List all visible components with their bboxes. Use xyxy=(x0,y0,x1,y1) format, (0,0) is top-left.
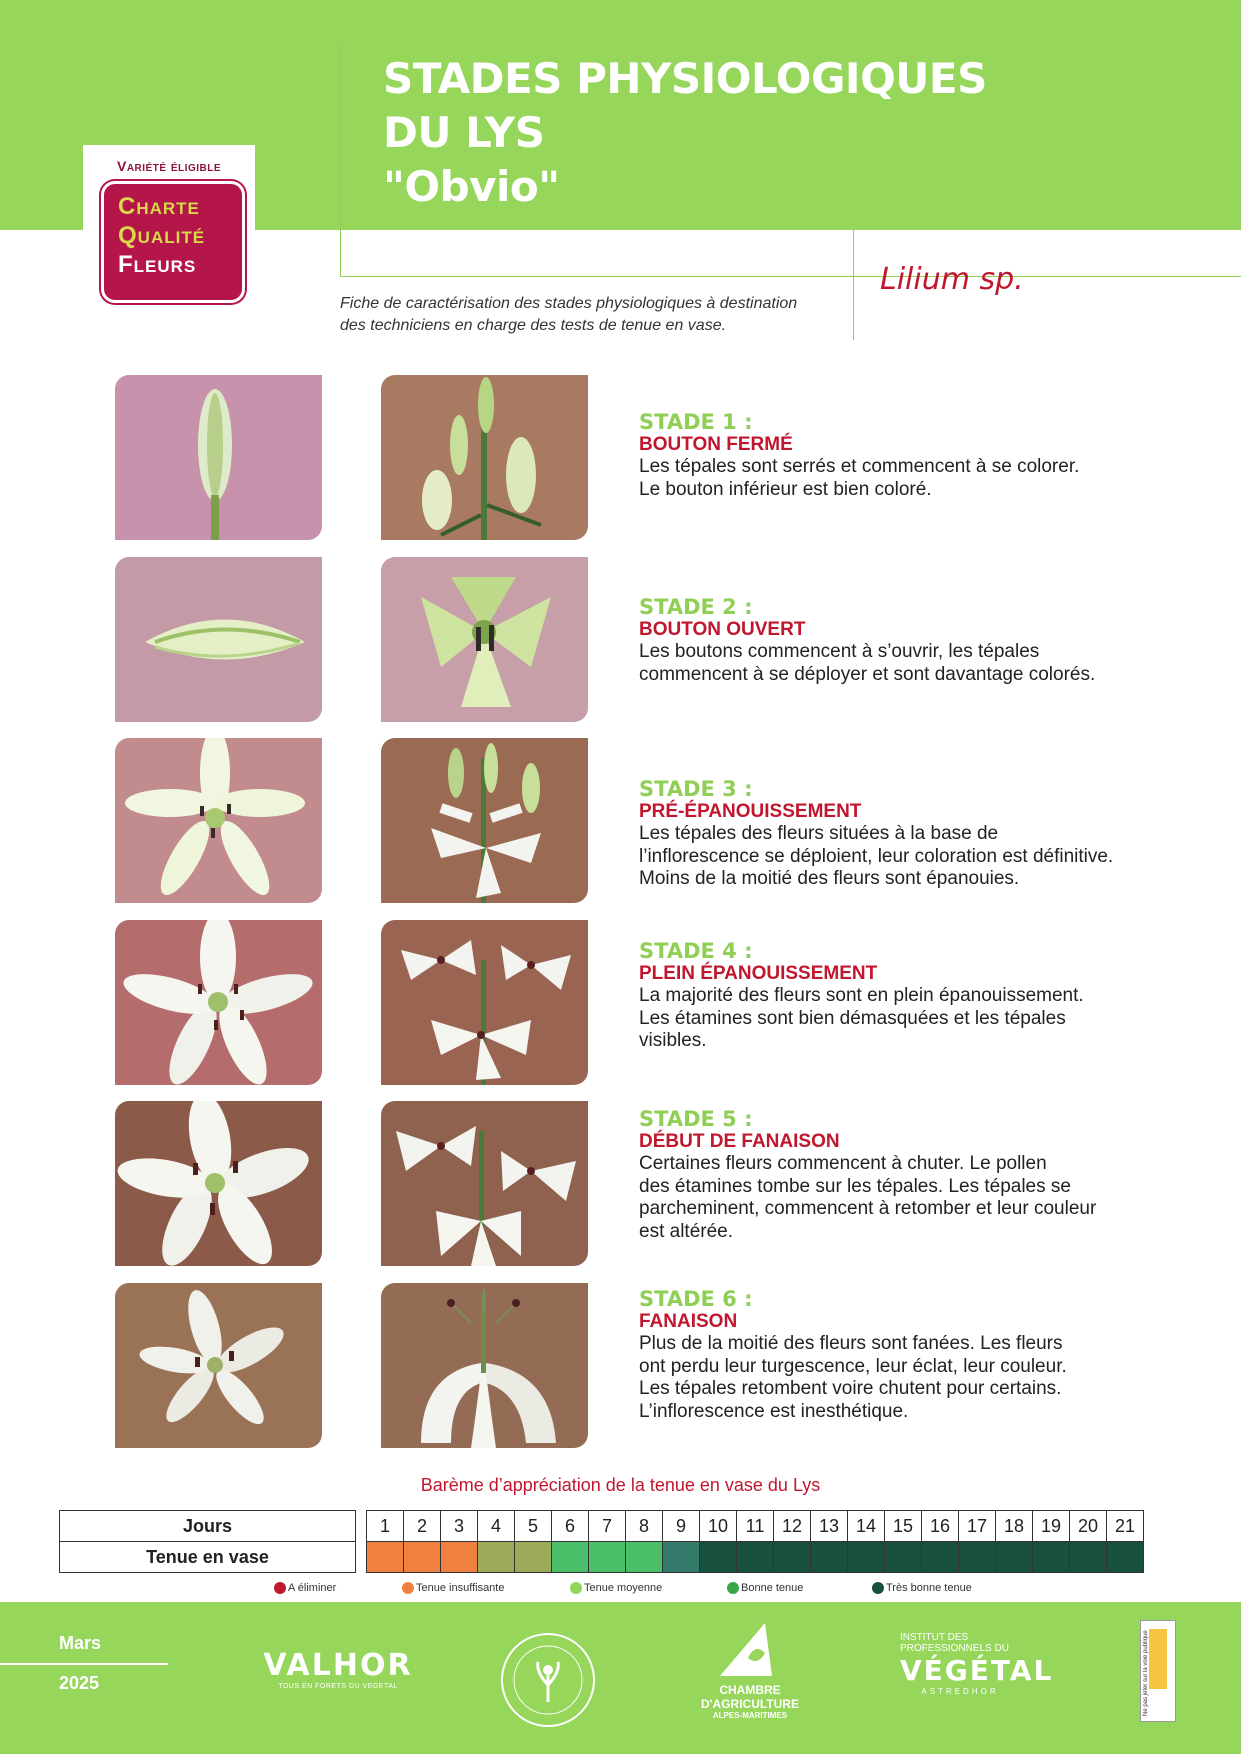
vegetal-top-line-1: INSTITUT DES xyxy=(900,1632,969,1643)
rating-cell xyxy=(552,1542,589,1573)
footer-band xyxy=(0,1602,1241,1754)
badge-eligible-label: Variété éligible xyxy=(116,158,221,174)
chambre-line-1: CHAMBRE xyxy=(719,1683,781,1697)
day-cell: 17 xyxy=(959,1511,996,1542)
rating-cell xyxy=(848,1542,885,1573)
day-cell: 13 xyxy=(811,1511,848,1542)
vase-life-scale-table xyxy=(59,1510,1144,1573)
rating-cell xyxy=(811,1542,848,1573)
species-divider xyxy=(853,230,854,340)
day-cell: 1 xyxy=(367,1511,404,1542)
scale-title: Barème d’appréciation de la tenue en vase du Lys xyxy=(420,1475,821,1495)
stage-6-text: Plus de la moitié des fleurs sont fanées. Les fleurs ont perdu leur turgescence, leur éclat, leur couleur. Les tépales retombent voire chutent pour certains. L’inflorescence est inesthétique. xyxy=(639,1333,1067,1422)
stage-3 xyxy=(639,777,1199,891)
stage-5-photo-stem xyxy=(381,1101,588,1266)
stage-1-text: Les tépales sont serrés et commencent à se colorer. Le bouton inférieur est bien coloré. xyxy=(639,456,1080,500)
title-line-2: DU LYS xyxy=(383,108,545,157)
stage-6-photo-stem xyxy=(381,1283,588,1448)
quality-badge xyxy=(83,145,255,305)
rating-cell xyxy=(663,1542,700,1573)
day-cell: 21 xyxy=(1107,1511,1144,1542)
stage-1-photo-bud xyxy=(115,375,322,540)
excellence-seal-icon xyxy=(498,1630,598,1730)
species-name: Lilium sp. xyxy=(880,262,1024,297)
legend-label: Très bonne tenue xyxy=(886,1582,972,1594)
footer-divider xyxy=(0,1663,168,1665)
stage-6-number: STADE 6 : xyxy=(639,1287,753,1311)
legend-label: Bonne tenue xyxy=(741,1582,804,1594)
stage-2 xyxy=(639,595,1199,686)
day-cell: 4 xyxy=(478,1511,515,1542)
recycle-info xyxy=(1140,1620,1176,1722)
stage-5-photo-flower xyxy=(115,1101,322,1266)
legend-dot-icon xyxy=(727,1582,739,1594)
stage-2-number: STADE 2 : xyxy=(639,595,753,619)
stage-4-name: PLEIN ÉPANOUISSEMENT xyxy=(639,963,878,984)
rating-cell xyxy=(959,1542,996,1573)
rating-cell xyxy=(515,1542,552,1573)
day-cell: 12 xyxy=(774,1511,811,1542)
day-cell: 16 xyxy=(922,1511,959,1542)
rating-cell xyxy=(589,1542,626,1573)
rating-cell xyxy=(1033,1542,1070,1573)
stage-6-photo-flower xyxy=(115,1283,322,1448)
stage-6-name: FANAISON xyxy=(639,1311,738,1332)
chambre-subtitle: ALPES-MARITIMES xyxy=(712,1711,788,1720)
day-cell: 15 xyxy=(885,1511,922,1542)
stage-3-photo-stem xyxy=(381,738,588,903)
day-cell: 7 xyxy=(589,1511,626,1542)
day-cell: 18 xyxy=(996,1511,1033,1542)
legend-item-insufficient xyxy=(402,1580,504,1596)
day-cell: 8 xyxy=(626,1511,663,1542)
vegetal-main: VÉGÉTAL xyxy=(900,1654,1054,1687)
stage-2-text: Les boutons commencent à s’ouvrir, les tépales commencent à se déployer et sont davantage colorés. xyxy=(639,641,1096,685)
day-cell: 10 xyxy=(700,1511,737,1542)
rating-cell xyxy=(996,1542,1033,1573)
legend-dot-icon xyxy=(402,1582,414,1594)
stage-1-number: STADE 1 : xyxy=(639,410,753,434)
stage-1-name: BOUTON FERMÉ xyxy=(639,434,793,455)
legend-dot-icon xyxy=(872,1582,884,1594)
rating-cell xyxy=(478,1542,515,1573)
stage-3-photo-flower xyxy=(115,738,322,903)
day-cell: 5 xyxy=(515,1511,552,1542)
rating-cell xyxy=(1107,1542,1144,1573)
stage-5-text: Certaines fleurs commencent à chuter. Le pollen des étamines tombe sur les tépales. Les tépales se parcheminent, commencent à retomber et leur couleur est altérée. xyxy=(639,1153,1097,1242)
valhor-logo-subtitle: TOUS EN FORETS DU VEGETAL xyxy=(278,1683,398,1690)
legend-label: Tenue insuffisante xyxy=(416,1582,505,1594)
stage-4-text: La majorité des fleurs sont en plein épanouissement. Les étamines sont bien démasquées et les tépales visibles. xyxy=(639,985,1084,1051)
rating-cell xyxy=(404,1542,441,1573)
legend-label: Tenue moyenne xyxy=(584,1582,663,1594)
charte-qualite-fleurs-logo xyxy=(101,181,245,303)
stage-6 xyxy=(639,1287,1199,1423)
stage-4 xyxy=(639,939,1199,1053)
scale-legend xyxy=(0,1580,1241,1600)
days-row-label: Jours xyxy=(60,1511,356,1542)
stage-1-photo-stem xyxy=(381,375,588,540)
legend-item-eliminate xyxy=(274,1580,336,1596)
badge-line-1: Charte xyxy=(118,193,200,220)
day-cell: 3 xyxy=(441,1511,478,1542)
legend-item-good xyxy=(727,1580,803,1596)
legend-item-very-good xyxy=(872,1580,972,1596)
legend-label: A éliminer xyxy=(288,1582,337,1594)
excellence-label xyxy=(498,1672,598,1673)
chambre-line-2: D'AGRICULTURE xyxy=(701,1697,799,1711)
institut-vegetal-logo xyxy=(900,1632,1054,1696)
rating-cell xyxy=(367,1542,404,1573)
chambre-agriculture-logo xyxy=(690,1618,810,1720)
rating-cell xyxy=(737,1542,774,1573)
stage-3-name: PRÉ-ÉPANOUISSEMENT xyxy=(639,801,862,822)
stage-3-number: STADE 3 : xyxy=(639,777,753,801)
day-cell: 14 xyxy=(848,1511,885,1542)
day-cell: 2 xyxy=(404,1511,441,1542)
rating-cell xyxy=(700,1542,737,1573)
rating-cell xyxy=(1070,1542,1107,1573)
vegetal-subtitle: ASTREDHOR xyxy=(921,1687,999,1696)
vegetal-top-line-2: PROFESSIONNELS DU xyxy=(900,1643,1009,1654)
description: Fiche de caractérisation des stades physiologiques à destination des techniciens en charge des tests de tenue en vase. xyxy=(340,295,798,334)
excellence-vegetale-logo xyxy=(498,1630,598,1730)
stage-2-name: BOUTON OUVERT xyxy=(639,619,806,640)
legend-dot-icon xyxy=(274,1582,286,1594)
stage-1 xyxy=(639,410,1199,501)
chambre-agriculture-icon xyxy=(710,1618,790,1678)
day-cell: 11 xyxy=(737,1511,774,1542)
table-gap xyxy=(356,1511,367,1542)
stage-4-number: STADE 4 : xyxy=(639,939,753,963)
stage-3-text: Les tépales des fleurs situées à la base de l’inflorescence se déploient, leur coloration est définitive. Moins de la moitié des fleurs sont épanouies. xyxy=(639,823,1114,889)
badge-line-3: Fleurs xyxy=(118,251,197,278)
badge-line-2: Qualité xyxy=(118,222,206,249)
stage-4-photo-flower xyxy=(115,920,322,1085)
valhor-logo-text: VALHOR xyxy=(263,1648,413,1683)
triman-icon xyxy=(1149,1629,1167,1689)
day-cell: 20 xyxy=(1070,1511,1107,1542)
stage-4-photo-stem xyxy=(381,920,588,1085)
stage-5-number: STADE 5 : xyxy=(639,1107,753,1131)
legend-dot-icon xyxy=(570,1582,582,1594)
stage-2-photo-bud xyxy=(115,557,322,722)
footer-year: 2025 xyxy=(59,1673,100,1693)
page-title xyxy=(383,52,987,214)
table-gap xyxy=(356,1542,367,1573)
recycle-text: Ne pas jeter sur la voie publique xyxy=(1143,1630,1149,1716)
valhor-logo xyxy=(258,1648,418,1690)
rating-cell xyxy=(885,1542,922,1573)
day-cell: 9 xyxy=(663,1511,700,1542)
rating-cell xyxy=(774,1542,811,1573)
stage-5 xyxy=(639,1107,1199,1243)
day-cell: 6 xyxy=(552,1511,589,1542)
vase-life-row-label: Tenue en vase xyxy=(60,1542,356,1573)
footer-month: Mars xyxy=(59,1633,102,1653)
rating-cell xyxy=(626,1542,663,1573)
title-line-1: STADES PHYSIOLOGIQUES xyxy=(383,54,987,103)
rating-cell xyxy=(441,1542,478,1573)
stage-5-name: DÉBUT DE FANAISON xyxy=(639,1131,840,1152)
stage-2-photo-flower xyxy=(381,557,588,722)
rating-cell xyxy=(922,1542,959,1573)
legend-item-average xyxy=(570,1580,662,1596)
day-cell: 19 xyxy=(1033,1511,1070,1542)
title-line-3: "Obvio" xyxy=(383,162,560,211)
vase-life-row xyxy=(60,1542,1144,1573)
days-row xyxy=(60,1511,1144,1542)
